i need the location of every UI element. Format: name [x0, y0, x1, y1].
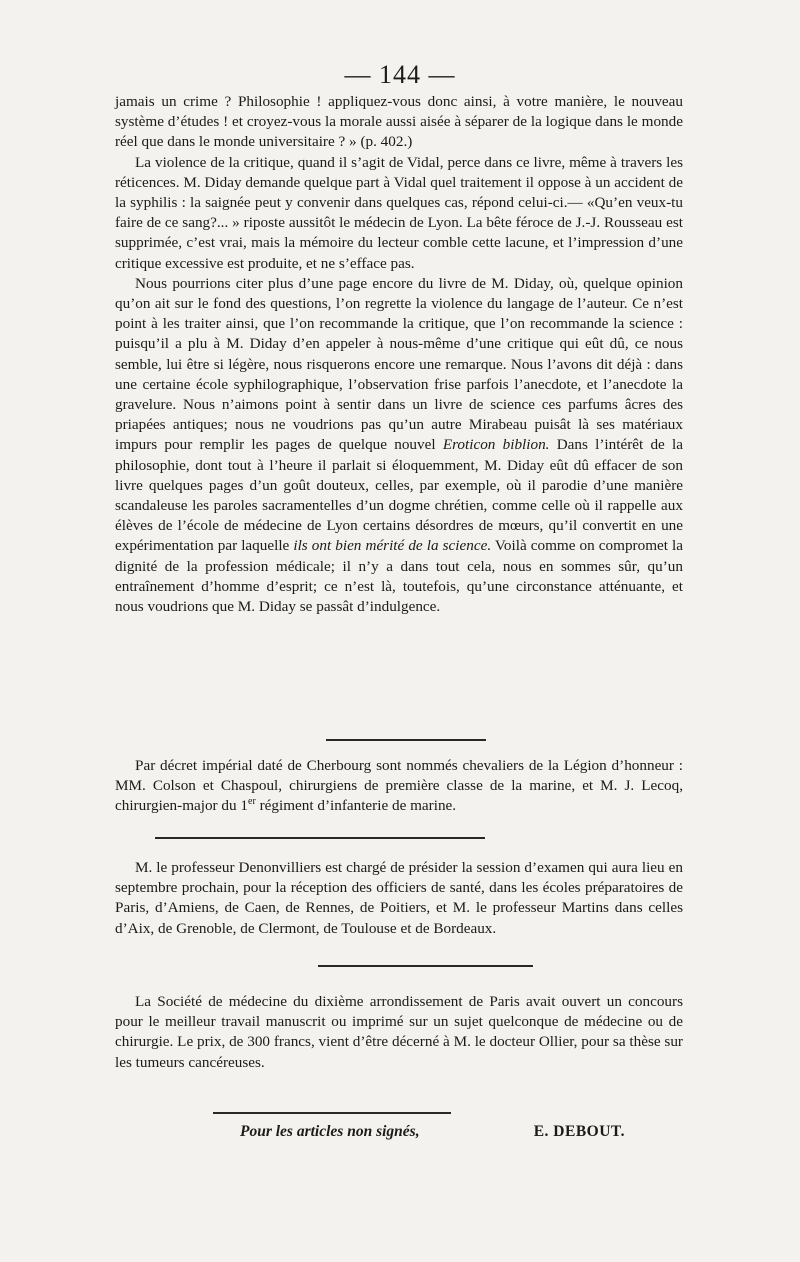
paragraph-diday	[115, 274, 683, 617]
article-critique	[115, 92, 683, 617]
notice-examens	[115, 858, 683, 939]
paragraph-diday-text-1: Nous pourrions citer plus d’une page encore du livre de M. Diday, où, quelque opinion qu’on ait sur le fond des questions, l’on regrette la violence du langage de l’auteur. Ce n’est point à les traiter ainsi, que l’on recommande la critique, que l’on recommande la science : puisqu’il a plu à M. Diday d’en appeler à nous-même d’une critique qui eût dû, ce nous semble, lui être si légère, nous risquerons encore une remarque. Nous l’avons dit déjà : dans une certaine école syphilographique, l’observation frise parfois l’anecdote, et l’anecdote la gravelure. Nous n’aimons point à sentir dans un livre de science ces parfums âcres des priapées antiques; nous ne voudrions pas qu’un autre Mirabeau puisât là ses matériaux impurs pour remplir les pages de quelque nouvel	[115, 274, 683, 454]
legion-text-2: régiment d’infanterie de marine.	[255, 797, 457, 815]
signature-line	[240, 1122, 625, 1142]
section-divider-2	[155, 837, 485, 839]
paragraph-diday-text-3: Voilà comme on compromet la dignité de la profession médicale; il n’y a dans tout cela, nous en sommes sûr, qu’un entraînement d’homme d’esprit; ce n’est là, toutefois, qu’une circonstance atténuante, et nous voudrions que M. Diday se passât d’indulgence.	[115, 537, 683, 616]
notice-legion-honneur	[115, 756, 683, 817]
quoted-phrase: ils ont bien mérité de la science.	[293, 537, 492, 555]
page-number: — 144 —	[344, 60, 456, 89]
legion-text-1: Par décret impérial daté de Cherbourg sont nommés chevaliers de la Légion d’honneur : MM. Colson et Chaspoul, chirurgiens de première classe de la marine, et M. J. Lecoq, chirurgien-major du 1	[115, 757, 683, 815]
paragraph-diday-text-2: Dans l’intérêt de la philosophie, dont tout à l’heure il parlait si éloquemment, M. Diday eût dû effacer de son livre quelques pages d’un goût douteux, celles, par exemple, où il parodie d’une manière scandaleuse les paroles sacramentelles d’un dogme chrétien, comme celle où il rappelle aux élèves de l’école de médecine de Lyon certains désordres de mœurs, qu’il convertit en une expérimentation par laquelle	[115, 436, 683, 555]
paragraph-continuation: jamais un crime ? Philosophie ! appliquez-vous donc ainsi, à votre manière, le nouveau système d’études ! et croyez-vous la morale aussi aisée à séparer de la logique dans le monde réel que dans le monde universitaire ? » (p. 402.)	[115, 93, 683, 151]
signature-name: E. DEBOUT.	[533, 1123, 625, 1140]
paragraph-prix: La Société de médecine du dixième arrondissement de Paris avait ouvert un concours pour le meilleur travail manuscrit ou imprimé sur un sujet quelconque de médecine ou de chirurgie. Le prix, de 300 francs, vient d’être décerné à M. le docteur Ollier, pour sa thèse sur les tumeurs cancéreuses.	[115, 993, 683, 1071]
signature-divider	[213, 1112, 451, 1114]
section-divider-3	[318, 965, 533, 967]
section-divider-1	[326, 739, 486, 741]
book-title-eroticon: Eroticon biblion.	[442, 436, 550, 454]
paragraph-examens: M. le professeur Denonvilliers est chargé de présider la session d’examen qui aura lieu en septembre prochain, pour la réception des officiers de santé, dans les écoles préparatoires de Paris, d’Amiens, de Caen, de Rennes, de Poitiers, et M. le professeur Martins dans celles d’Aix, de Grenoble, de Clermont, de Toulouse et de Bordeaux.	[115, 859, 683, 937]
paragraph-vidal: La violence de la critique, quand il s’agit de Vidal, perce dans ce livre, même à travers les réticences. M. Diday demande quelque part à Vidal quel traitement il oppose à un accident de la syphilis : la saignée peut y convenir dans quelques cas, répond celui-ci.— «Qu’en veux-tu faire de ce sang?... » riposte aussitôt le médecin de Lyon. La bête féroce de J.-J. Rousseau est supprimée, c’est vrai, mais la mémoire du lecteur comble cette lacune, et l’impression d’une critique excessive est produite, et ne s’efface pas.	[115, 153, 683, 272]
ordinal-superscript: er	[248, 796, 256, 808]
notice-prix	[115, 992, 683, 1073]
paragraph-legion-honneur	[115, 756, 683, 817]
signature-label: Pour les articles non signés,	[240, 1123, 420, 1140]
